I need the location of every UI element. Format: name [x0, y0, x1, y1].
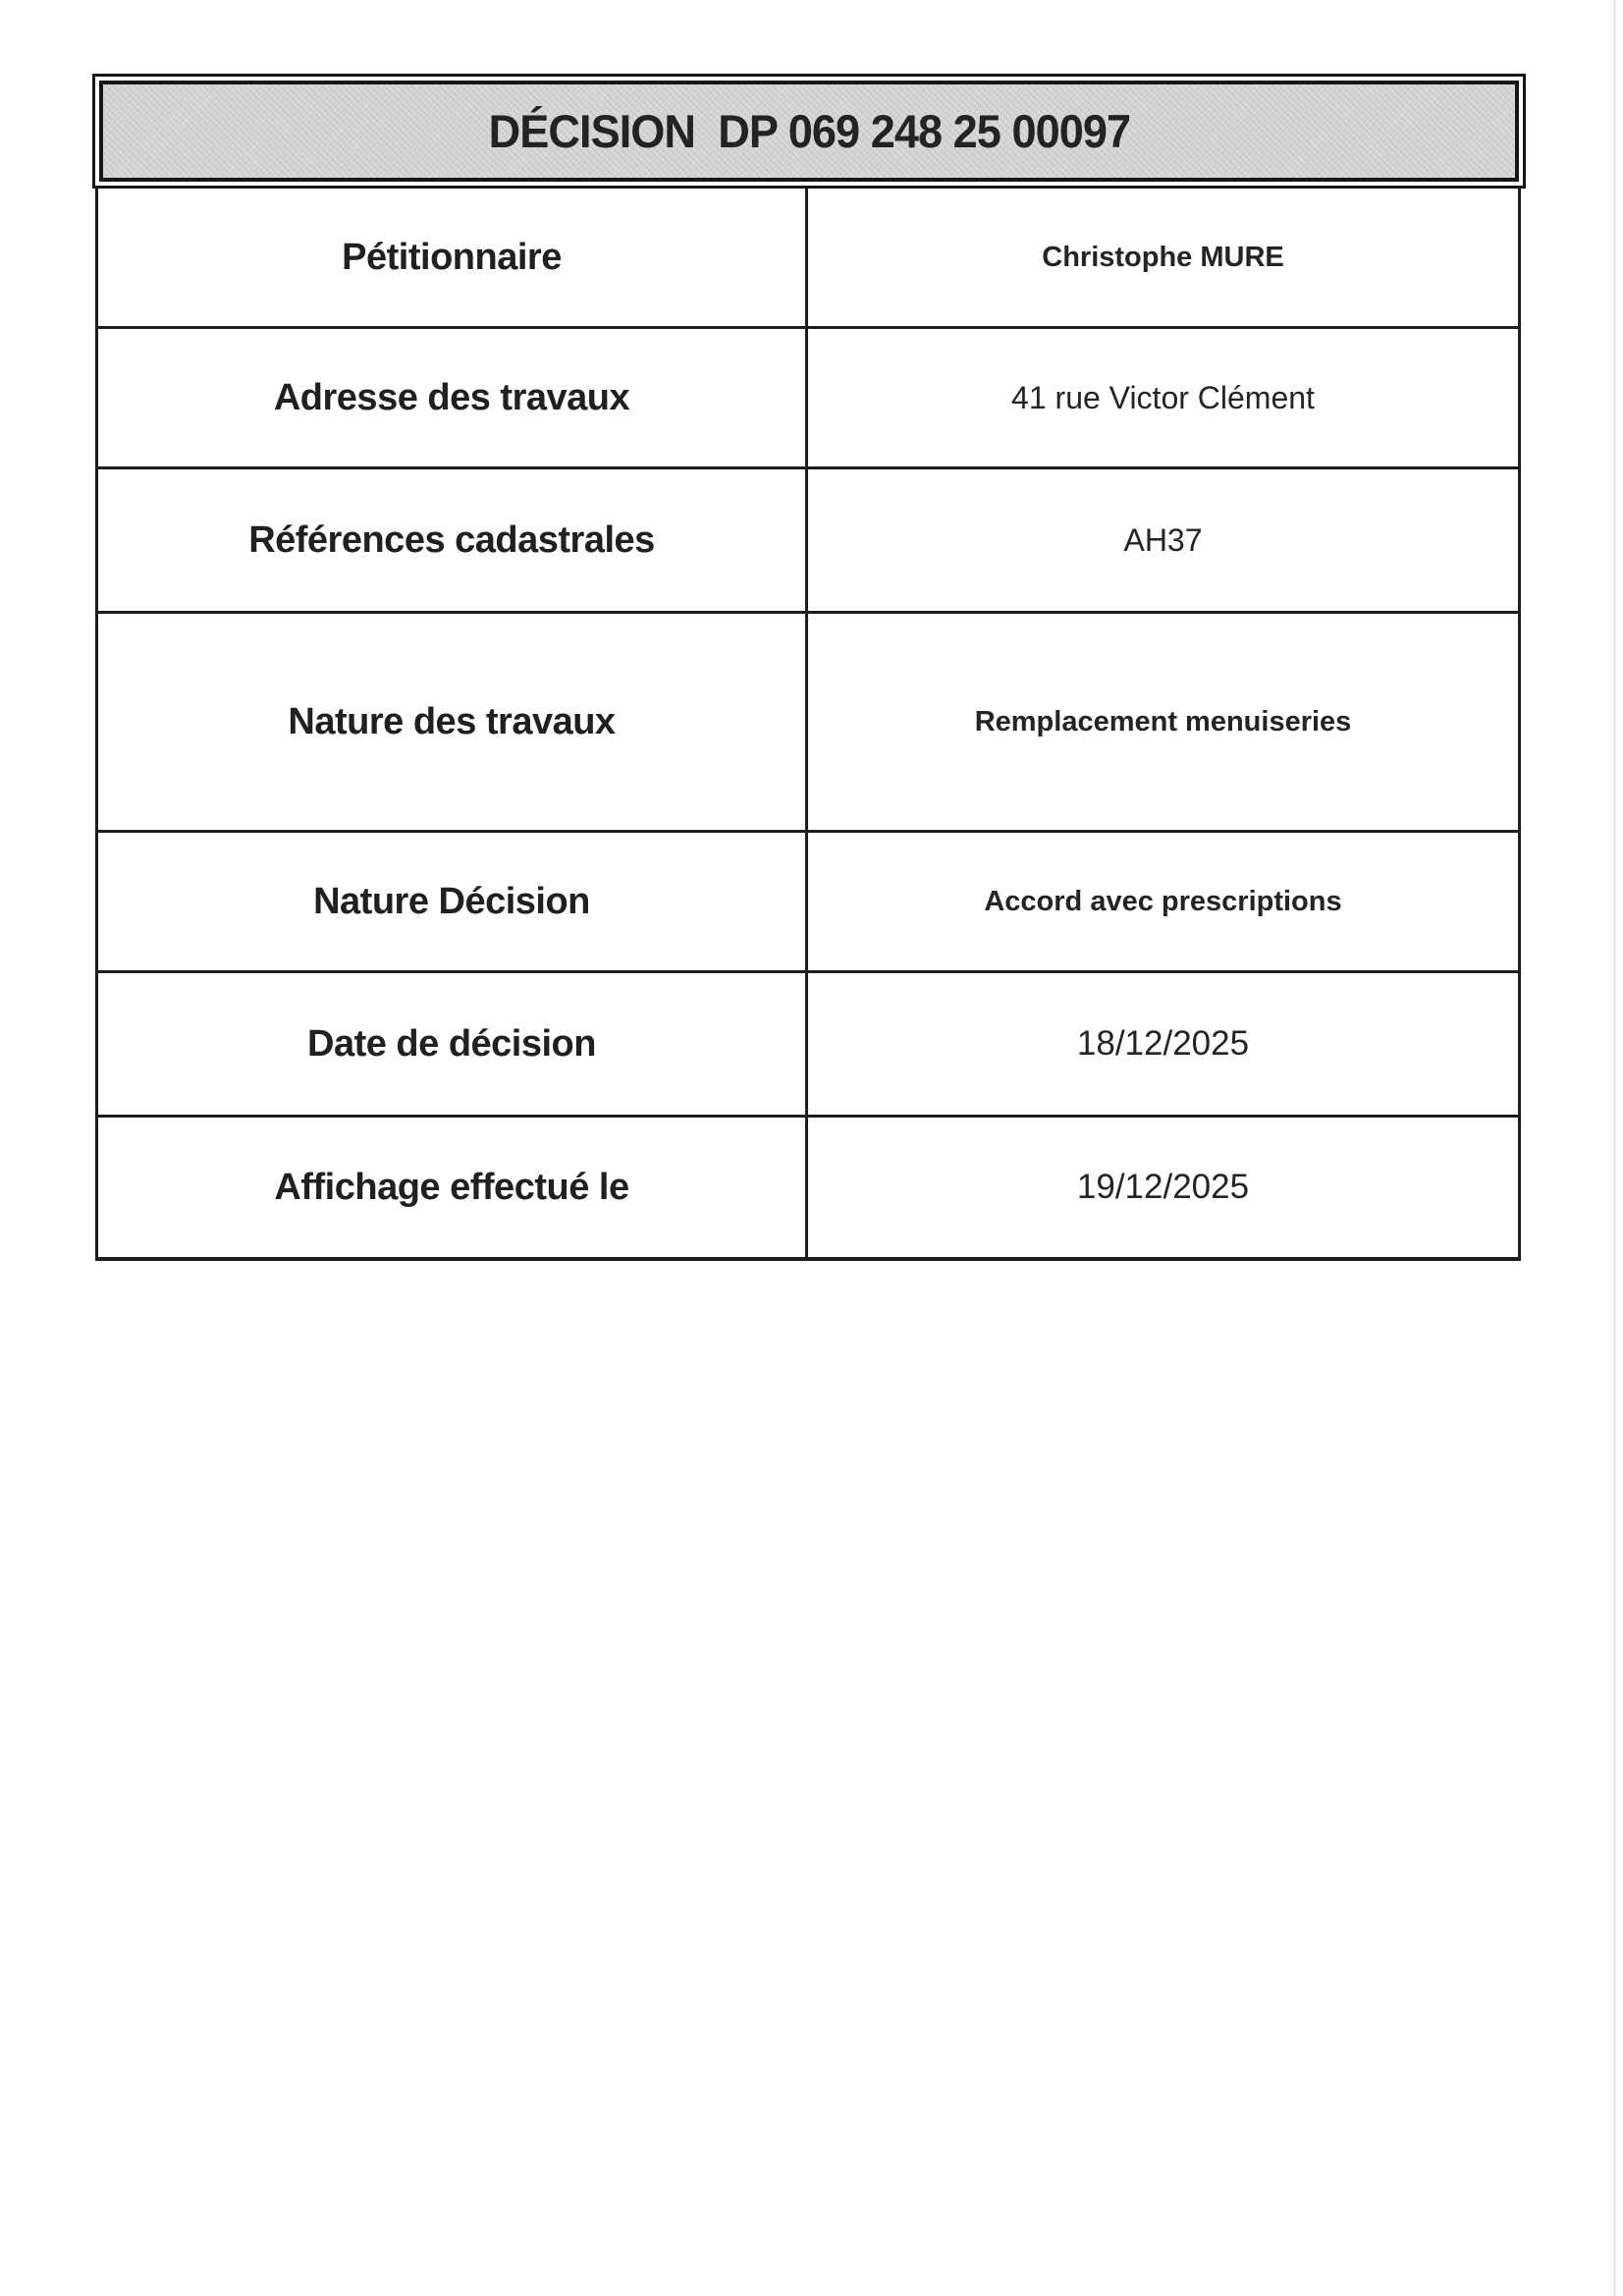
decision-title-banner-inner	[99, 81, 1519, 182]
row-value: Remplacement menuiseries	[974, 705, 1352, 738]
table-row-petitionnaire	[98, 189, 1518, 326]
row-value: Accord avec prescriptions	[984, 885, 1342, 917]
table-row-nature-travaux	[98, 611, 1518, 830]
row-label: Références cadastrales	[98, 469, 808, 611]
row-label: Pétitionnaire	[98, 189, 808, 326]
row-value: 19/12/2025	[1076, 1168, 1250, 1206]
decision-table	[95, 189, 1521, 1261]
scan-edge-artifact	[1613, 0, 1616, 2296]
row-value: 18/12/2025	[1076, 1024, 1250, 1063]
row-label: Affichage effectué le	[98, 1118, 808, 1257]
row-label: Nature des travaux	[98, 614, 808, 830]
row-value: Christophe MURE	[1042, 241, 1284, 273]
row-value: AH37	[1123, 521, 1203, 558]
table-row-date-decision	[98, 970, 1518, 1115]
table-row-affichage	[98, 1115, 1518, 1257]
row-value: 41 rue Victor Clément	[1011, 379, 1315, 415]
table-row-adresse-travaux	[98, 326, 1518, 466]
decision-title: DÉCISION DP 069 248 25 00097	[488, 105, 1130, 157]
row-label: Nature Décision	[98, 833, 808, 970]
row-label: Date de décision	[98, 973, 808, 1115]
table-row-references-cadastrales	[98, 466, 1518, 611]
table-row-nature-decision	[98, 830, 1518, 970]
decision-title-banner	[92, 74, 1526, 189]
row-label: Adresse des travaux	[98, 329, 808, 466]
